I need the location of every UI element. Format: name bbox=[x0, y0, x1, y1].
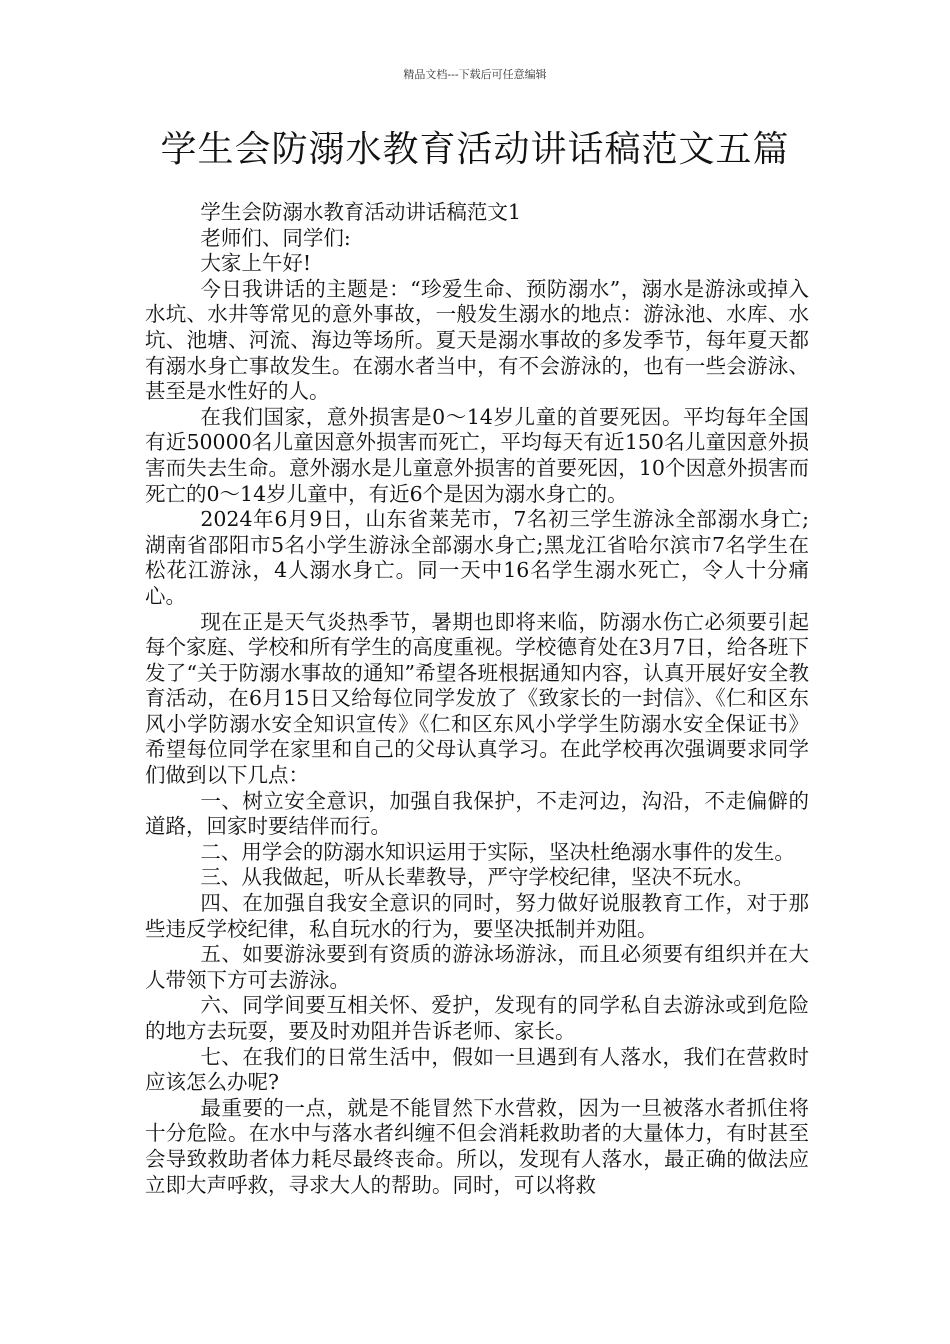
body-paragraph: 今日我讲话的主题是：“珍爱生命、预防溺水”，溺水是游泳或掉入水坑、水井等常见的意外事故，一般发生溺水的地点：游泳池、水库、水坑、池塘、河流、海边等场所。夏天是溺水事故的多发季节，每年夏天都有溺水身亡事故发生。在溺水者当中，有不会游泳的，也有一些会游泳、甚至是水性好的人。 bbox=[145, 276, 809, 404]
list-item-paragraph: 三、从我做起，听从长辈教导，严守学校纪律，坚决不玩水。 bbox=[200, 865, 754, 890]
list-item-paragraph: 一、树立安全意识，加强自我保护，不走河边，沟沿，不走偏僻的道路，回家时要结伴而行。 bbox=[145, 788, 809, 839]
header-note: 精品文档---下载后可任意编辑 bbox=[403, 68, 547, 81]
body-paragraph: 在我们国家，意外损害是0～14岁儿童的首要死因。平均每年全国有近50000名儿童因意外损害而死亡，平均每天有近150名儿童因意外损害而失去生命。意外溺水是儿童意外损害的首要死因，10个因意外损害而死亡的0～14岁儿童中，有近6个是因为溺水身亡的。 bbox=[145, 404, 809, 506]
list-item-paragraph: 二、用学会的防溺水知识运用于实际，坚决杜绝溺水事件的发生。 bbox=[200, 839, 795, 864]
body-paragraph: 现在正是天气炎热季节，暑期也即将来临，防溺水伤亡必须要引起每个家庭、学校和所有学生的高度重视。学校德育处在3月7日，给各班下发了“关于防溺水事故的通知”希望各班根据通知内容，认真开展好安全教育活动，在6月15日又给每位同学发放了《致家长的一封信》、《仁和区东风小学防溺水安全知识宣传》《仁和区东风小学学生防溺水安全保证书》希望每位同学在家里和自己的父母认真学习。在此学校再次强调要求同学们做到以下几点： bbox=[145, 609, 809, 788]
list-item-paragraph: 四、在加强自我安全意识的同时，努力做好说服教育工作，对于那些违反学校纪律，私自玩水的行为，要坚决抵制并劝阻。 bbox=[145, 891, 809, 941]
body-paragraph: 2024年6月9日，山东省莱芜市，7名初三学生游泳全部溺水身亡;湖南省邵阳市5名小学生游泳全部溺水身亡;黑龙江省哈尔滨市7名学生在松花江游泳，4人溺水身亡。同一天中16名学生溺水死亡，令人十分痛心。 bbox=[145, 507, 809, 608]
list-item-paragraph: 六、同学间要互相关怀、爱护，发现有的同学私自去游泳或到危险的地方去玩耍，要及时劝阻并告诉老师、家长。 bbox=[145, 993, 809, 1043]
document-body bbox=[145, 200, 809, 1198]
body-paragraph: 最重要的一点，就是不能冒然下水营救，因为一旦被落水者抓住将十分危险。在水中与落水者纠缠不但会消耗救助者的大量体力，有时甚至会导致救助者体力耗尽最终丧命。所以，发现有人落水，最正确的做法应立即大声呼救，寻求大人的帮助。同时，可以将救 bbox=[145, 1095, 809, 1197]
list-item-paragraph: 五、如要游泳要到有资质的游泳场游泳，而且必须要有组织并在大人带领下方可去游泳。 bbox=[145, 942, 809, 992]
document-title: 学生会防溺水教育活动讲话稿范文五篇 bbox=[160, 129, 790, 170]
subtitle-paragraph: 学生会防溺水教育活动讲话稿范文1 bbox=[200, 200, 521, 224]
list-item-paragraph: 七、在我们的日常生活中，假如一旦遇到有人落水，我们在营救时应该怎么办呢? bbox=[145, 1044, 809, 1095]
greeting-paragraph: 大家上午好! bbox=[200, 251, 312, 276]
greeting-paragraph: 老师们、同学们: bbox=[200, 225, 351, 250]
